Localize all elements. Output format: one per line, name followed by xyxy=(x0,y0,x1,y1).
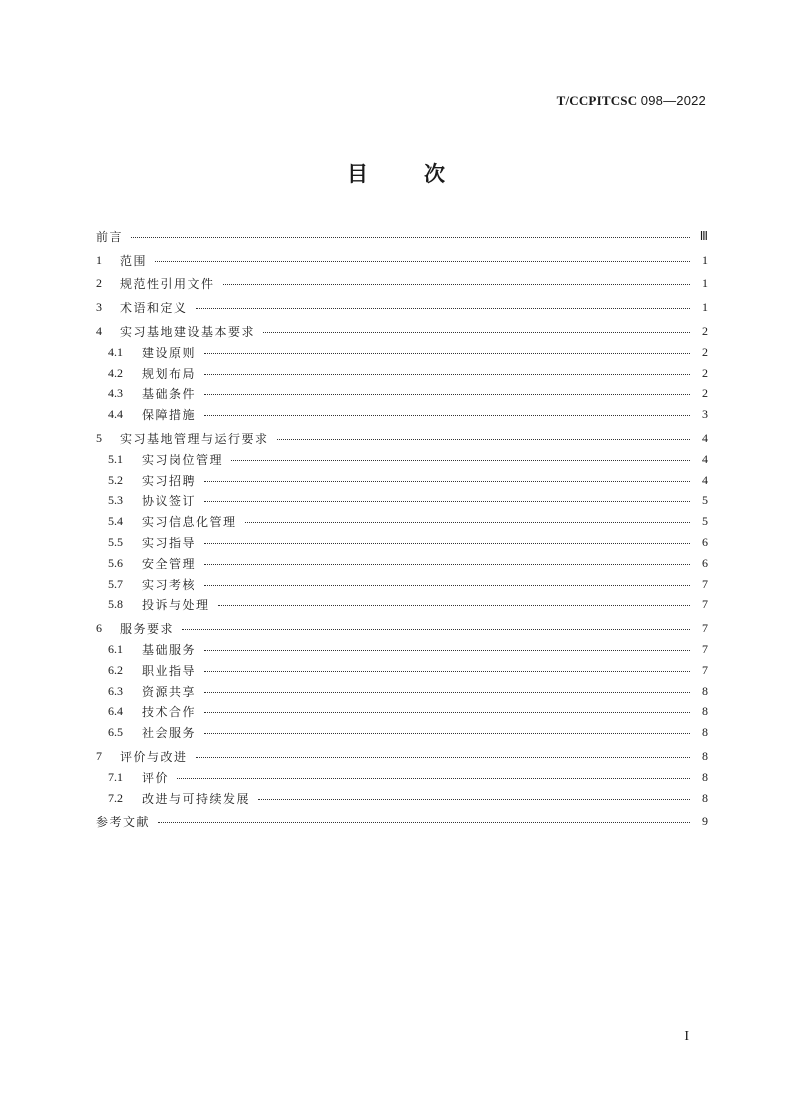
toc-entry-number: 5.1 xyxy=(108,451,123,466)
toc-dot-leader xyxy=(204,477,690,482)
toc-entry[interactable] xyxy=(96,702,708,723)
toc-entry-page: 5 xyxy=(702,514,708,529)
toc-entry-page: 2 xyxy=(702,324,708,339)
toc-entry-page: 8 xyxy=(702,749,708,764)
toc-entry-page: 4 xyxy=(702,431,708,446)
toc-entry-number: 5.5 xyxy=(108,535,123,550)
toc-entry-label: 评价与改进 xyxy=(120,750,188,765)
toc-entry[interactable] xyxy=(96,342,708,363)
toc-entry-number: 7 xyxy=(96,749,102,764)
toc-entry-page: 8 xyxy=(702,790,708,805)
toc-entry[interactable] xyxy=(96,618,708,639)
toc-entry-page: 1 xyxy=(702,252,708,267)
toc-entry-number: 5.2 xyxy=(108,472,123,487)
toc-entry-number: 5.8 xyxy=(108,597,123,612)
toc-dot-leader xyxy=(196,304,690,309)
toc-dot-leader xyxy=(182,625,690,630)
toc-entry-page: 8 xyxy=(702,769,708,784)
toc-entry-page: 2 xyxy=(702,386,708,401)
toc-entry-number: 6.3 xyxy=(108,683,123,698)
toc-entry-label: 规划布局 xyxy=(142,366,197,381)
toc-entry[interactable] xyxy=(96,297,708,318)
toc-entry-label: 前言 xyxy=(96,229,124,244)
toc-entry[interactable] xyxy=(96,532,708,553)
toc-entry-label: 实习招聘 xyxy=(142,473,197,488)
toc-dot-leader xyxy=(204,390,690,395)
toc-entry[interactable] xyxy=(96,449,708,470)
toc-entry-label: 建设原则 xyxy=(142,345,197,360)
toc-entry[interactable] xyxy=(96,511,708,532)
toc-entry-label: 术语和定义 xyxy=(120,301,188,316)
toc-entry[interactable] xyxy=(96,428,708,449)
toc-entry-page: 6 xyxy=(702,535,708,550)
toc-dot-leader xyxy=(204,708,690,713)
toc-entry-label: 职业指导 xyxy=(142,663,197,678)
toc-dot-leader xyxy=(204,539,690,544)
toc-dot-leader xyxy=(177,774,690,779)
toc-entry-page: Ⅲ xyxy=(699,228,708,243)
toc-entry-number: 6.2 xyxy=(108,662,123,677)
page-title-char-2: 次 xyxy=(424,162,445,186)
toc-entry-number: 6.1 xyxy=(108,642,123,657)
toc-entry-label: 基础条件 xyxy=(142,387,197,402)
toc-entry-number: 5 xyxy=(96,431,102,446)
toc-dot-leader xyxy=(204,729,690,734)
toc-entry-page: 3 xyxy=(702,407,708,422)
toc-entry[interactable] xyxy=(96,767,708,788)
page-title xyxy=(0,158,792,188)
toc-entry-page: 4 xyxy=(702,472,708,487)
toc-entry[interactable] xyxy=(96,274,708,295)
toc-entry[interactable] xyxy=(96,722,708,743)
toc-entry-page: 8 xyxy=(702,683,708,698)
toc-entry-label: 投诉与处理 xyxy=(142,598,210,613)
toc-entry-page: 7 xyxy=(702,662,708,677)
toc-dot-leader xyxy=(263,328,690,333)
toc-dot-leader xyxy=(277,435,690,440)
toc-entry[interactable] xyxy=(96,595,708,616)
toc-entry-page: 2 xyxy=(702,344,708,359)
toc-entry-label: 服务要求 xyxy=(120,622,175,637)
toc-entry[interactable] xyxy=(96,660,708,681)
toc-dot-leader xyxy=(231,456,690,461)
toc-entry-number: 5.4 xyxy=(108,514,123,529)
toc-entry-number: 4.2 xyxy=(108,365,123,380)
toc-entry-number: 3 xyxy=(96,300,102,315)
toc-entry-page: 1 xyxy=(702,300,708,315)
toc-entry-label: 实习基地建设基本要求 xyxy=(120,325,256,340)
toc-entry-page: 7 xyxy=(702,576,708,591)
toc-entry-number: 6.4 xyxy=(108,704,123,719)
toc-entry-label: 规范性引用文件 xyxy=(120,277,215,292)
toc-entry-label: 实习岗位管理 xyxy=(142,452,224,467)
toc-entry-number: 5.6 xyxy=(108,555,123,570)
toc-entry-label: 安全管理 xyxy=(142,556,197,571)
toc-dot-leader xyxy=(258,795,690,800)
toc-dot-leader xyxy=(204,560,690,565)
toc-dot-leader xyxy=(204,411,690,416)
toc-entry-label: 资源共享 xyxy=(142,684,197,699)
document-code-number: 098—2022 xyxy=(640,93,706,108)
toc-entry-page: 8 xyxy=(702,704,708,719)
toc-entry-label: 基础服务 xyxy=(142,643,197,658)
toc-dot-leader xyxy=(158,818,690,823)
toc-entry-label: 保障措施 xyxy=(142,408,197,423)
toc-dot-leader xyxy=(204,497,690,502)
toc-entry-label: 改进与可持续发展 xyxy=(142,791,251,806)
toc-entry-number: 6.5 xyxy=(108,725,123,740)
toc-entry-page: 7 xyxy=(702,621,708,636)
toc-entry-label: 实习信息化管理 xyxy=(142,515,237,530)
toc-entry[interactable] xyxy=(96,788,708,809)
toc-entry[interactable] xyxy=(96,491,708,512)
toc-dot-leader xyxy=(245,518,690,523)
toc-entry-number: 2 xyxy=(96,276,102,291)
toc-entry-page: 7 xyxy=(702,642,708,657)
toc-entry-number: 7.2 xyxy=(108,790,123,805)
toc-dot-leader xyxy=(204,349,690,354)
toc-entry-label: 社会服务 xyxy=(142,726,197,741)
toc-entry[interactable] xyxy=(96,404,708,425)
toc-dot-leader xyxy=(204,688,690,693)
toc-dot-leader xyxy=(223,280,690,285)
toc-dot-leader xyxy=(196,753,690,758)
toc-entry-page: 9 xyxy=(702,814,708,829)
toc-entry-label: 范围 xyxy=(120,253,148,268)
toc-entry[interactable] xyxy=(96,226,708,247)
toc-entry-number: 5.3 xyxy=(108,493,123,508)
toc-entry-page: 5 xyxy=(702,493,708,508)
page-title-char-1: 目 xyxy=(347,162,368,186)
toc-entry-page: 4 xyxy=(702,451,708,466)
toc-entry-number: 7.1 xyxy=(108,769,123,784)
toc-entry[interactable] xyxy=(96,681,708,702)
toc-entry-label: 参考文献 xyxy=(96,815,151,830)
document-code-prefix: T/CCPITCSC xyxy=(556,93,638,108)
page-number: I xyxy=(684,1029,689,1044)
toc-dot-leader xyxy=(218,601,690,606)
toc-entry-label: 协议签订 xyxy=(142,494,197,509)
toc-entry-number: 4.1 xyxy=(108,344,123,359)
toc-entry[interactable] xyxy=(96,384,708,405)
toc-entry-label: 实习考核 xyxy=(142,577,197,592)
toc-entry[interactable] xyxy=(96,470,708,491)
toc-dot-leader xyxy=(204,370,690,375)
toc-entry-number: 6 xyxy=(96,621,102,636)
toc-entry-number: 4.3 xyxy=(108,386,123,401)
toc-entry-label: 实习指导 xyxy=(142,536,197,551)
toc-entry-page: 7 xyxy=(702,597,708,612)
document-code xyxy=(557,93,706,109)
toc-entry[interactable] xyxy=(96,321,708,342)
toc-dot-leader xyxy=(131,233,690,238)
toc-entry[interactable] xyxy=(96,746,708,767)
toc-dot-leader xyxy=(204,581,690,586)
toc-entry-number: 4.4 xyxy=(108,407,123,422)
toc-entry-number: 5.7 xyxy=(108,576,123,591)
toc-dot-leader xyxy=(155,257,690,262)
toc-entry-number: 1 xyxy=(96,252,102,267)
toc-entry-page: 8 xyxy=(702,725,708,740)
toc-entry-number: 4 xyxy=(96,324,102,339)
table-of-contents xyxy=(96,226,708,832)
toc-entry-page: 6 xyxy=(702,555,708,570)
toc-entry[interactable] xyxy=(96,363,708,384)
toc-entry-label: 技术合作 xyxy=(142,705,197,720)
toc-entry-label: 实习基地管理与运行要求 xyxy=(120,432,269,447)
toc-entry-page: 2 xyxy=(702,365,708,380)
toc-entry[interactable] xyxy=(96,574,708,595)
toc-entry[interactable] xyxy=(96,553,708,574)
toc-entry[interactable] xyxy=(96,639,708,660)
toc-entry[interactable] xyxy=(96,250,708,271)
toc-entry-page: 1 xyxy=(702,276,708,291)
toc-dot-leader xyxy=(204,646,690,651)
toc-entry[interactable] xyxy=(96,812,708,833)
toc-dot-leader xyxy=(204,667,690,672)
toc-entry-label: 评价 xyxy=(142,770,170,785)
